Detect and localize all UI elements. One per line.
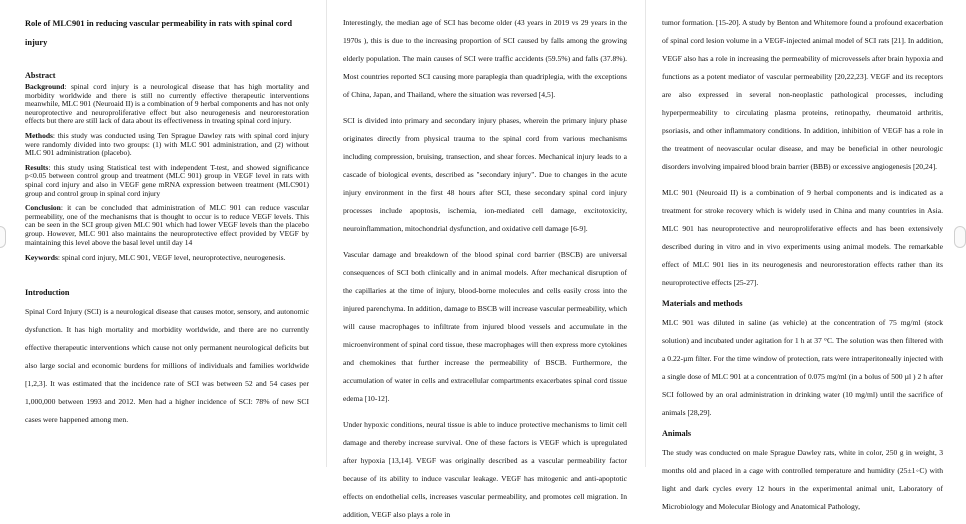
- paragraph: MLC 901 (Neuroaid II) is a combination of 9 herbal components and is indicated as a treatment for stroke recovery which is widely used in China and many countries in Asia. MLC 901 has neuroprotective and neuroproliferative effects and has been extensively described during in vitro and in vivo experiments using animal models. The remarkable effect of MLC 901 lies in its neurogenesis and neurorestoration effects rather than its neuroprotective effects [25-27].: [662, 188, 943, 287]
- results-label: Results: [25, 162, 49, 172]
- keywords: [25, 249, 309, 267]
- methods-label: Methods: [25, 130, 53, 140]
- paper-title: Role of MLC901 in reducing vascular permeability in rats with spinal cord injury: [25, 19, 292, 47]
- abstract-conclusion: [25, 204, 309, 247]
- conclusion-text: : it can be concluded that administration of MLC 901 can reduce vascular permeability, one of the mechanisms that is thought to occur is to reduce VEGF levels. This can be seen in the SCI group given MLC 901 which had lower VEGF levels than the placebo group. However, MLC 901 also maintains the neuroprotective effect provided by VEGF by maintaining this level above the basal level until day 14: [25, 203, 309, 247]
- results-text: : this study using Statistical test with independent T-test, and showed significance p<0.05 between control group and treatment (MLC 901) group in VEGF level in rats with spinal cord injury and also in VEGF gene mRNA expression between treatment (MLC901) group and control group in spinal cord injury: [25, 162, 309, 198]
- column-1: [25, 14, 309, 467]
- background-text: : spinal cord injury is a neurological disease that has high mortality and morbidity worldwide and there is still no currently effective therapeutic interventions meanwhile, MLC 901 (Neuroaid II) is a combination of 9 herbal components and has not only neuroprotective and neuroproliferative effect but also neurogenesis and neurorestoration effects but there are still lack of data about its effectiveness in treating spinal cord injury.: [25, 82, 309, 126]
- paragraph: SCI is divided into primary and secondary injury phases, wherein the primary injury phase originates directly from physical trauma to the spinal cord from various mechanisms including compression, bruising, transection, and shear forces. Mechanical injury leads to a cascade of biological events, described as "secondary injury". Due to changes in the acute injury environment in the first 48 hours after SCI, these secondary spinal cord injury processes include apoptosis, ischemia, ion-mediated cell damage, excitotoxicity, neuroinflammation, mitochondrial dysfunction, and oxidative cell damage [6-9].: [343, 116, 627, 233]
- abstract-background: [25, 83, 309, 126]
- background-label: Background: [25, 82, 65, 91]
- paragraph: The study was conducted on male Sprague Dawley rats, white in color, 250 g in weight, 3 months old and placed in a cage with controlled temperature and humidity (25±1◦C) with light and dark cycles every 12 hours in the experimental animal unit, Laboratory of Microbiology and Molecular Biology and Anatomical Pathology,: [662, 448, 943, 511]
- introduction-heading: Introduction: [25, 288, 70, 298]
- abstract-results: [25, 164, 309, 198]
- previous-page-handle[interactable]: [0, 226, 6, 248]
- column-divider: [326, 0, 327, 467]
- paragraph: tumor formation. [15-20]. A study by Benton and Whitemore found a profound exacerbation of spinal cord lesion volume in a VEGF-injected animal model of SCI rats [21]. In addition, VEGF also has a role in increasing the permeability of microvessels after brain hypoxia and functions as a potent mediator of vascular permeability [20,22,23]. VEGF and its receptors are also expressed in several non-neoplastic pathological processes, including hyperpermeability to circulating plasma proteins, retinopathy, rheumatoid arthritis, psoriasis, and other inflammatory conditions. In addition, inhibition of VEGF has a role in the treatment of neovascular ocular disease, and may be beneficial in other neurologic disorders involving impaired blood brain barrier (BBB) or excessive angiogenesis [20,24].: [662, 18, 943, 171]
- paragraph: Under hypoxic conditions, neural tissue is able to induce protective mechanisms to limit cell damage and thereby increase survival. One of these factors is VEGF which is upregulated after hypoxia [13,14]. VEGF was originally described as a vascular permeability factor because of its ability to induce vascular leakage. VEGF has mitogenic and anti-apoptotic effects on endothelial cells, increases vascular permeability, and promotes cell migration. In addition, VEGF also plays a role in: [343, 420, 627, 519]
- conclusion-label: Conclusion: [25, 203, 61, 213]
- animals-heading: Animals: [662, 429, 692, 438]
- abstract-heading: Abstract: [25, 71, 56, 80]
- column-2: [343, 14, 627, 519]
- column-3: [662, 14, 943, 511]
- column-divider: [645, 0, 646, 467]
- paragraph: MLC 901 was diluted in saline (as vehicle) at the concentration of 75 mg/ml (stock solution) and incubated under agitation for 1 h at 37 °C. The solution was then filtered with a 0.22-µm filter. For the time window of protection, rats were intraperitoneally injected with a single dose of MLC 901 at a concentration of 0.075 mg/ml (in a bolus of 500 µl ) 2 h after SCI followed by an oral administration in drinking water (10 mg/ml) until the sacrifice of animals [28,29].: [662, 318, 943, 417]
- methods-heading: Materials and methods: [662, 299, 743, 308]
- introduction-text: Spinal Cord Injury (SCI) is a neurological disease that causes motor, sensory, and autonomic dysfunction. It has high mortality and morbidity worldwide, and there are no currently effective therapeutic interventions which cause not only permanent neurological deficits but also large social and economic burdens for millions of individuals and families worldwide [1,2,3]. It was estimated that the incidence rate of SCI was between 52 and 54 cases per 1,000,000 between 1993 and 2012. Men had a higher incidence of SCI: 78% of new SCI cases were happened among men.: [25, 307, 309, 425]
- keywords-text: : spinal cord injury, MLC 901, VEGF level, neuroprotective, neurogenesis.: [57, 253, 286, 263]
- methods-text: : this study was conducted using Ten Sprague Dawley rats with spinal cord injury were randomly divided into two groups: (1) with MLC 901 administration, and (2) without MLC 901 administration (placebo).: [25, 130, 309, 158]
- abstract-methods: [25, 132, 309, 158]
- keywords-label: Keywords: [25, 253, 58, 263]
- paragraph: Interestingly, the median age of SCI has become older (43 years in 2019 vs 29 years in the 1970s ), this is due to the increasing proportion of SCI caused by falls among the growing elderly population. The main causes of SCI were traffic accidents (59.5%) and falls (37.8%). Most countries reported SCI causing more paraplegia than quadriplegia, with the exceptions of China, Japan, and Thailand, where the situation was reversed [4,5].: [343, 18, 627, 99]
- paragraph: Vascular damage and breakdown of the blood spinal cord barrier (BSCB) are universal consequences of SCI both clinically and in animal models. After mechanical disruption of the capillaries at the time of injury, blood-borne molecules and cells easily cross into the injured parenchyma. In addition, damage to BSCB will increase vascular permeability, which will cause macrophages to infiltrate from injured blood vessels and accumulate in the microenvironment of spinal cord tissue, these macrophages will then express more cytokines and chemokines that further increase the permeability of BSCB. Furthermore, the accumulation of water in cells and extracellular compartments exacerbates spinal cord tissue edema [10-12].: [343, 250, 627, 403]
- next-page-handle[interactable]: [954, 226, 966, 248]
